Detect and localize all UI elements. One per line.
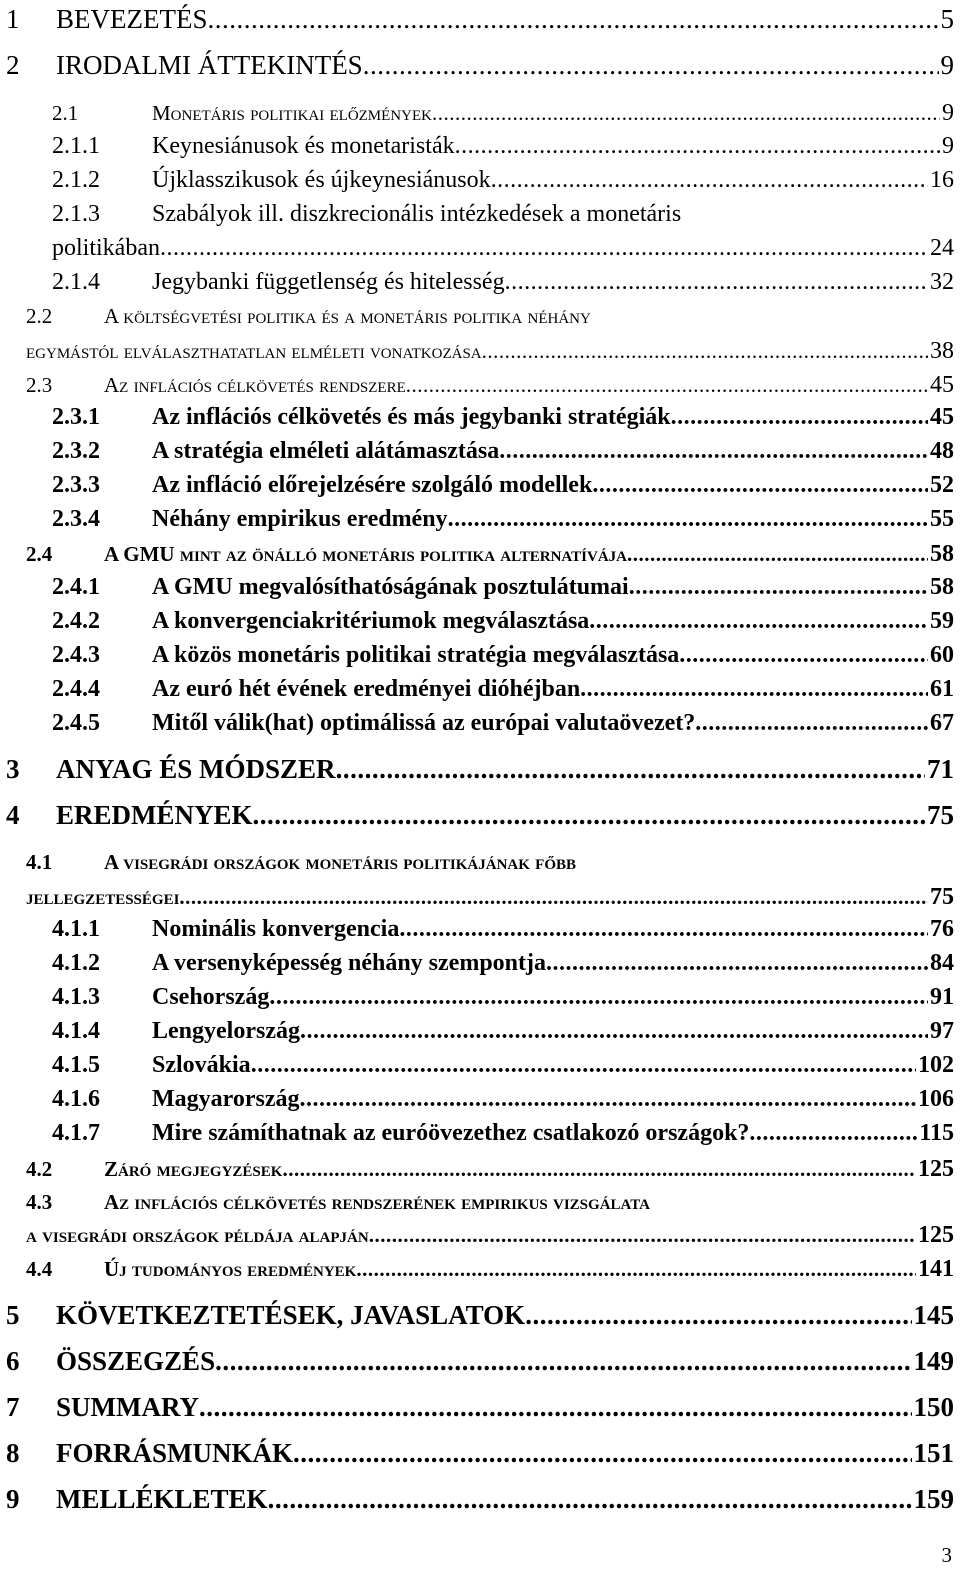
toc-title: FORRÁSMUNKÁK bbox=[56, 1438, 293, 1468]
toc-number: 2.4.5 bbox=[52, 710, 100, 736]
toc-page: 150 bbox=[913, 1392, 954, 1422]
toc-entry-2-4-1[interactable] bbox=[0, 574, 960, 601]
toc-entry-1[interactable] bbox=[0, 4, 960, 35]
toc-page: 102 bbox=[918, 1052, 954, 1078]
toc-title: Újklasszikusok és újkeynesiánusok bbox=[152, 167, 491, 193]
toc-entry-2-1-2[interactable] bbox=[0, 167, 960, 194]
toc-number: 2.3.4 bbox=[52, 506, 100, 532]
toc-entry-2-3[interactable] bbox=[0, 372, 960, 399]
toc-number: 2.1.4 bbox=[52, 269, 100, 295]
toc-title-continued: a visegrádi országok példája alapján bbox=[26, 1223, 369, 1247]
toc-leader-dots bbox=[406, 373, 928, 398]
toc-leader-dots bbox=[215, 1346, 911, 1377]
toc-page: 76 bbox=[930, 916, 954, 942]
toc-leader-dots bbox=[695, 710, 928, 737]
toc-number: 4.2 bbox=[26, 1157, 53, 1181]
toc-number: 2.4.2 bbox=[52, 608, 100, 634]
toc-number: 5 bbox=[6, 1300, 20, 1330]
toc-leader-dots bbox=[268, 1484, 912, 1515]
toc-entry-2[interactable] bbox=[0, 50, 960, 81]
toc-page: 125 bbox=[918, 1222, 954, 1248]
toc-title: Az inflációs célkövetés rendszere bbox=[104, 373, 406, 397]
toc-number: 2.3.2 bbox=[52, 438, 100, 464]
toc-page: 32 bbox=[930, 269, 954, 295]
toc-entry-2-4-2[interactable] bbox=[0, 608, 960, 635]
toc-title: A konvergenciakritériumok megválasztása bbox=[152, 608, 590, 634]
toc-leader-dots bbox=[282, 1157, 916, 1182]
toc-page: 52 bbox=[930, 472, 954, 498]
toc-title: Az inflációs célkövetés rendszerének empirikus vizsgálata bbox=[104, 1190, 650, 1214]
page-number: 3 bbox=[941, 1543, 952, 1567]
toc-leader-dots bbox=[546, 950, 928, 977]
toc-entry-2-4-4[interactable] bbox=[0, 676, 960, 703]
toc-title: A versenyképesség néhány szempontja bbox=[152, 950, 546, 976]
toc-number: 4.1.3 bbox=[52, 984, 100, 1010]
toc-leader-dots bbox=[199, 1392, 911, 1423]
toc-title: Új tudományos eredmények bbox=[104, 1257, 357, 1281]
toc-leader-dots bbox=[293, 1438, 912, 1469]
toc-leader-dots bbox=[300, 1018, 928, 1045]
toc-page: 5 bbox=[940, 4, 954, 34]
toc-page: 115 bbox=[919, 1120, 954, 1146]
toc-number: 4.1.1 bbox=[52, 916, 100, 942]
toc-leader-dots bbox=[679, 642, 928, 669]
toc-page: 48 bbox=[930, 438, 954, 464]
toc-page: 125 bbox=[918, 1156, 954, 1182]
toc-entry-4-4[interactable] bbox=[0, 1256, 960, 1283]
toc-title: BEVEZETÉS bbox=[56, 4, 208, 34]
toc-page: 60 bbox=[930, 642, 954, 668]
toc-number: 2 bbox=[6, 50, 20, 80]
toc-page: 58 bbox=[930, 574, 954, 600]
toc-entry-4-2[interactable] bbox=[0, 1156, 960, 1183]
toc-entry-3[interactable] bbox=[0, 754, 960, 785]
toc-leader-dots bbox=[592, 472, 928, 499]
toc-leader-dots bbox=[432, 101, 940, 126]
toc-number: 7 bbox=[6, 1392, 20, 1422]
toc-leader-dots bbox=[399, 916, 928, 943]
toc-leader-dots bbox=[160, 235, 928, 262]
toc-page: 149 bbox=[913, 1346, 954, 1376]
toc-page: 61 bbox=[930, 676, 954, 702]
toc-entry-4-1-5[interactable] bbox=[0, 1052, 960, 1079]
toc-page: 58 bbox=[930, 541, 954, 567]
toc-title: A GMU mint az önálló monetáris politika alternatívája bbox=[104, 542, 627, 566]
toc-title: Az infláció előrejelzésére szolgáló modellek bbox=[152, 472, 593, 498]
toc-title: ANYAG ÉS MÓDSZER bbox=[56, 754, 336, 784]
toc-page: 45 bbox=[930, 404, 954, 430]
toc-title: SUMMARY bbox=[56, 1392, 200, 1422]
toc-title-continued: politikában bbox=[52, 235, 160, 261]
toc-leader-dots bbox=[448, 506, 928, 533]
toc-leader-dots bbox=[499, 438, 928, 465]
toc-leader-dots bbox=[629, 574, 928, 601]
toc-page: 75 bbox=[927, 800, 954, 830]
toc-page: 9 bbox=[940, 50, 954, 80]
toc-entry-2-3-1[interactable] bbox=[0, 404, 960, 431]
toc-leader-dots bbox=[369, 1223, 916, 1248]
toc-number: 9 bbox=[6, 1484, 20, 1514]
toc-title: Az euró hét évének eredményei dióhéjban bbox=[152, 676, 581, 702]
toc-page: 91 bbox=[930, 984, 954, 1010]
toc-number: 2.4 bbox=[26, 542, 53, 566]
toc-entry-2-3-4[interactable] bbox=[0, 506, 960, 533]
toc-entry-6[interactable] bbox=[0, 1346, 960, 1377]
toc-entry-2-4[interactable] bbox=[0, 541, 960, 568]
toc-page: 38 bbox=[930, 338, 954, 364]
toc-number: 2.3 bbox=[26, 373, 53, 397]
toc-title: MELLÉKLETEK bbox=[56, 1484, 268, 1514]
toc-leader-dots bbox=[671, 404, 928, 431]
toc-page: 84 bbox=[930, 950, 954, 976]
toc-number: 2.1.3 bbox=[52, 201, 100, 227]
toc-leader-dots bbox=[482, 339, 928, 364]
toc-entry-2-4-5[interactable] bbox=[0, 710, 960, 737]
toc-number: 2.1.2 bbox=[52, 167, 100, 193]
toc-number: 4.4 bbox=[26, 1257, 53, 1281]
toc-title: A stratégia elméleti alátámasztása bbox=[152, 438, 500, 464]
toc-title: Szabályok ill. diszkrecionális intézkedések a monetáris bbox=[152, 201, 682, 227]
toc-entry-5[interactable] bbox=[0, 1300, 960, 1331]
toc-entry-2-1[interactable] bbox=[0, 100, 960, 127]
toc-title: Nominális konvergencia bbox=[152, 916, 400, 942]
toc-leader-dots bbox=[179, 885, 928, 910]
toc-leader-dots bbox=[525, 1300, 911, 1331]
toc-number: 2.3.1 bbox=[52, 404, 100, 430]
toc-page: 151 bbox=[913, 1438, 954, 1468]
toc-page: 71 bbox=[927, 754, 954, 784]
toc-title: Keynesiánusok és monetaristák bbox=[152, 133, 455, 159]
toc-entry-4-1-4[interactable] bbox=[0, 1018, 960, 1045]
toc-title: Monetáris politikai előzmények bbox=[152, 101, 432, 125]
toc-number: 4.1.2 bbox=[52, 950, 100, 976]
toc-number: 4.1.4 bbox=[52, 1018, 100, 1044]
toc-number: 2.1.1 bbox=[52, 133, 100, 159]
toc-page: 141 bbox=[918, 1256, 954, 1282]
toc-page: 106 bbox=[918, 1086, 954, 1112]
toc-entry-4-1-2[interactable] bbox=[0, 950, 960, 977]
toc-entry-2-3-3[interactable] bbox=[0, 472, 960, 499]
toc-entry-2-3-2[interactable] bbox=[0, 438, 960, 465]
toc-number: 3 bbox=[6, 754, 20, 784]
toc-page: 24 bbox=[930, 235, 954, 261]
toc-leader-dots bbox=[300, 1086, 916, 1113]
toc-title: Záró megjegyzések bbox=[104, 1157, 283, 1181]
toc-number: 2.2 bbox=[26, 304, 53, 328]
toc-entry-4-1-7[interactable] bbox=[0, 1120, 960, 1147]
toc-leader-dots bbox=[749, 1120, 917, 1147]
toc-number: 2.4.1 bbox=[52, 574, 100, 600]
toc-number: 6 bbox=[6, 1346, 20, 1376]
toc-title: Mitől válik(hat) optimálissá az európai valutaövezet? bbox=[152, 710, 696, 736]
toc-entry-4-1-3[interactable] bbox=[0, 984, 960, 1011]
toc-entry-4-1-1[interactable] bbox=[0, 916, 960, 943]
toc-leader-dots bbox=[253, 800, 925, 831]
toc-page: 55 bbox=[930, 506, 954, 532]
toc-title: KÖVETKEZTETÉSEK, JAVASLATOK bbox=[56, 1300, 526, 1330]
toc-number: 8 bbox=[6, 1438, 20, 1468]
toc-entry-9[interactable] bbox=[0, 1484, 960, 1515]
toc-entry-8[interactable] bbox=[0, 1438, 960, 1469]
toc-leader-dots bbox=[207, 4, 938, 35]
toc-leader-dots bbox=[505, 269, 928, 296]
toc-leader-dots bbox=[356, 1257, 916, 1282]
toc-title: Szlovákia bbox=[152, 1052, 251, 1078]
toc-title: A költségvetési politika és a monetáris politika néhány bbox=[104, 304, 591, 328]
toc-leader-dots bbox=[269, 984, 928, 1011]
toc-title: Magyarország bbox=[152, 1086, 300, 1112]
toc-title: EREDMÉNYEK bbox=[56, 800, 253, 830]
toc-entry-7[interactable] bbox=[0, 1392, 960, 1423]
toc-entry-4-1-6[interactable] bbox=[0, 1086, 960, 1113]
toc-number: 4.1.7 bbox=[52, 1120, 100, 1146]
toc-number: 4.1 bbox=[26, 850, 53, 874]
toc-title: Az inflációs célkövetés és más jegybanki stratégiák bbox=[152, 404, 671, 430]
toc-title: A GMU megvalósíthatóságának posztulátumai bbox=[152, 574, 629, 600]
toc-leader-dots bbox=[491, 167, 928, 194]
toc-leader-dots bbox=[627, 542, 928, 567]
toc-title: Csehország bbox=[152, 984, 270, 1010]
toc-page: 145 bbox=[913, 1300, 954, 1330]
toc-title-continued: jellegzetességei bbox=[26, 885, 180, 909]
toc-page: 45 bbox=[930, 372, 954, 398]
toc-page: 97 bbox=[930, 1018, 954, 1044]
toc-entry-2-4-3[interactable] bbox=[0, 642, 960, 669]
toc-leader-dots bbox=[580, 676, 928, 703]
toc-title: Mire számíthatnak az euróövezethez csatlakozó országok? bbox=[152, 1120, 750, 1146]
toc-page: 16 bbox=[930, 167, 954, 193]
toc-leader-dots bbox=[589, 608, 928, 635]
toc-title: A közös monetáris politikai stratégia megválasztása bbox=[152, 642, 680, 668]
toc-title: Jegybanki függetlenség és hitelesség bbox=[152, 269, 505, 295]
toc-page: 159 bbox=[913, 1484, 954, 1514]
toc-number: 4 bbox=[6, 800, 20, 830]
toc-number: 1 bbox=[6, 4, 20, 34]
toc-number: 4.1.6 bbox=[52, 1086, 100, 1112]
toc-title-continued: egymástól elválaszthatatlan elméleti vonatkozása bbox=[26, 339, 482, 363]
toc-title: Néhány empirikus eredmény bbox=[152, 506, 448, 532]
toc-number: 2.3.3 bbox=[52, 472, 100, 498]
toc-page: 75 bbox=[930, 884, 954, 910]
toc-entry-4[interactable] bbox=[0, 800, 960, 831]
toc-entry-2-1-4[interactable] bbox=[0, 269, 960, 296]
toc-title: ÖSSZEGZÉS bbox=[56, 1346, 216, 1376]
toc-page: 9 bbox=[942, 100, 954, 126]
toc-number: 2.4.4 bbox=[52, 676, 100, 702]
toc-title: Lengyelország bbox=[152, 1018, 300, 1044]
toc-leader-dots bbox=[363, 50, 939, 81]
toc-number: 4.1.5 bbox=[52, 1052, 100, 1078]
toc-page: 67 bbox=[930, 710, 954, 736]
toc-page: 9 bbox=[942, 133, 954, 159]
toc-title: A visegrádi országok monetáris politikájának főbb bbox=[104, 850, 576, 874]
toc-leader-dots bbox=[455, 133, 940, 160]
toc-title: IRODALMI ÁTTEKINTÉS bbox=[56, 50, 363, 80]
toc-number: 4.3 bbox=[26, 1190, 53, 1214]
toc-leader-dots bbox=[251, 1052, 916, 1079]
toc-page: 59 bbox=[930, 608, 954, 634]
toc-leader-dots bbox=[336, 754, 925, 785]
toc-entry-2-1-1[interactable] bbox=[0, 133, 960, 160]
toc-number: 2.4.3 bbox=[52, 642, 100, 668]
toc-number: 2.1 bbox=[52, 101, 79, 125]
